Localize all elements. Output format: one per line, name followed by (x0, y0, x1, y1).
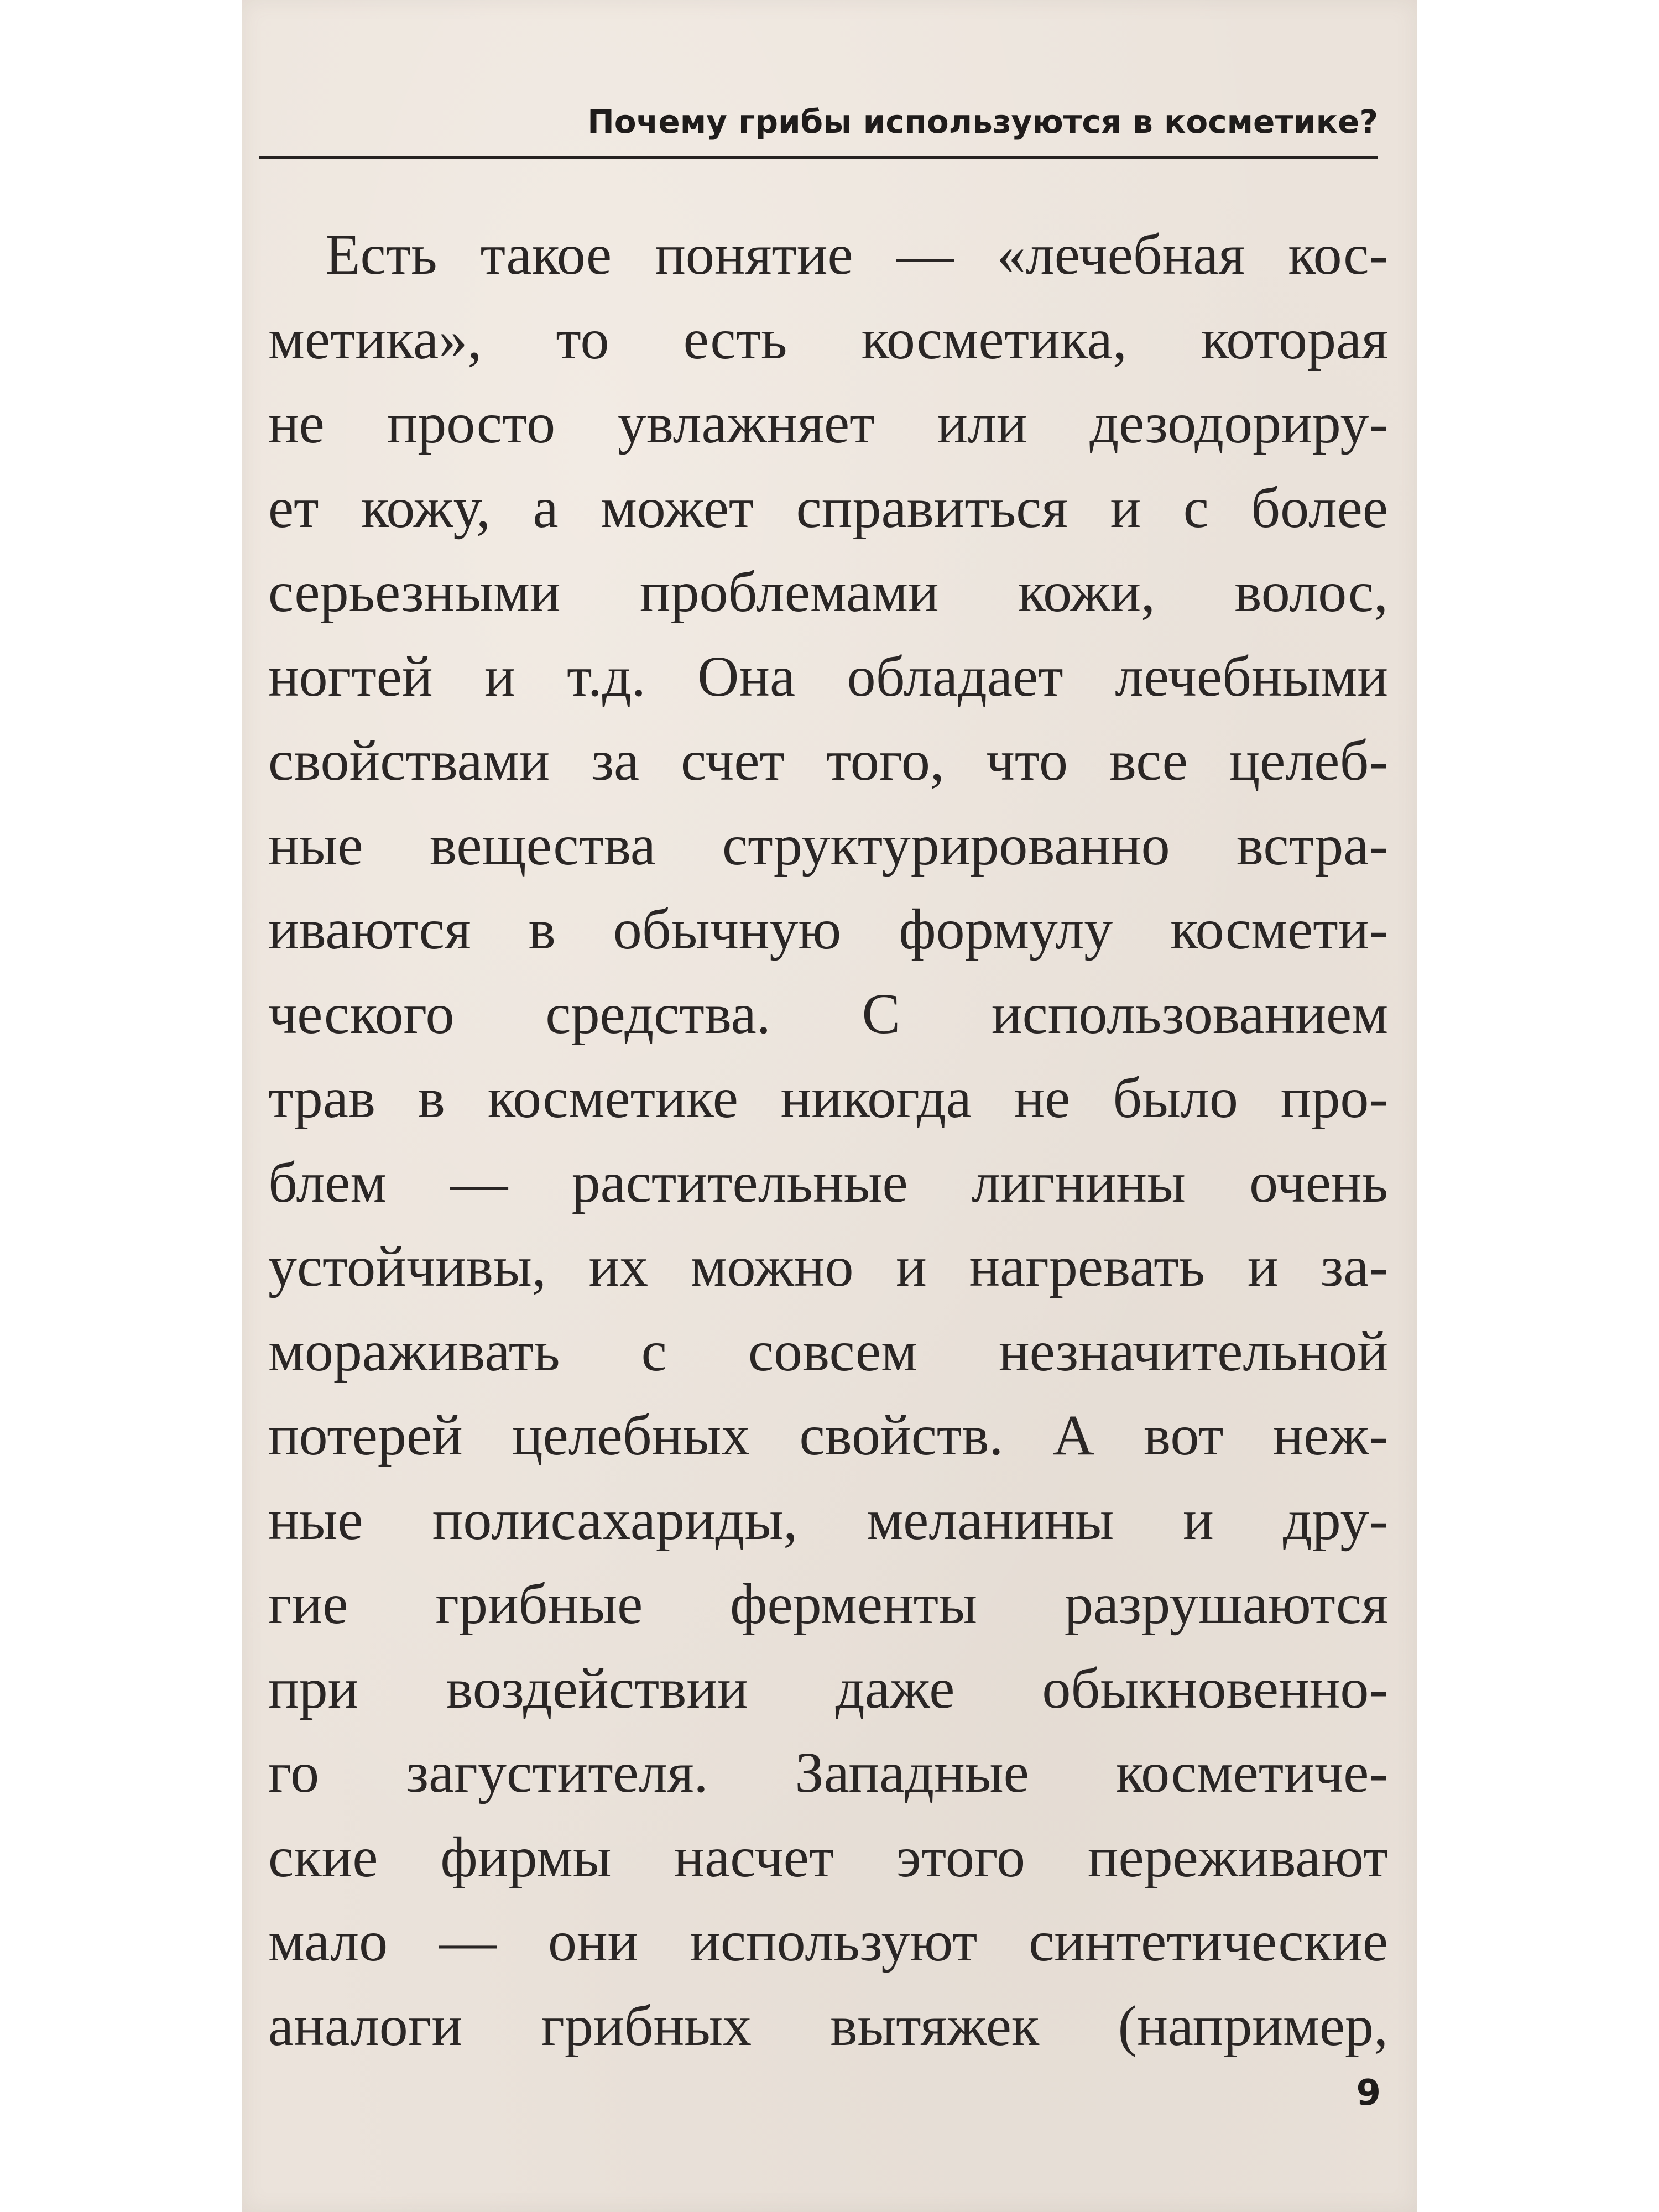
text-line: ные полисахариды, меланины и дру- (268, 1488, 1388, 1552)
text-line: блем — растительные лигнины очень (268, 1150, 1388, 1214)
text-line: потерей целебных свойств. А вот неж- (268, 1404, 1388, 1467)
body-paragraph (268, 213, 1388, 2068)
text-line: ские фирмы насчет этого переживают (268, 1825, 1388, 1889)
text-line: го загустителя. Западные косметиче- (268, 1741, 1388, 1804)
header-rule (259, 156, 1378, 159)
text-line: мало — они используют синтетические (268, 1910, 1388, 1973)
text-line: иваются в обычную формулу космети- (268, 898, 1388, 961)
text-line: при воздействии даже обыкновенно- (268, 1656, 1388, 1720)
text-line: ные вещества структурированно встра- (268, 813, 1388, 877)
text-line: трав в косметике никогда не было про- (268, 1066, 1388, 1130)
book-page (242, 0, 1417, 2212)
text-line: Есть такое понятие — «лечебная кос- (325, 223, 1388, 286)
text-line: мораживать с совсем незначительной (268, 1319, 1388, 1383)
text-line: гие грибные ферменты разрушаются (268, 1572, 1388, 1636)
text-line: аналоги грибных вытяжек (например, (268, 1994, 1388, 2058)
text-line: метика», то есть косметика, которая (268, 307, 1388, 371)
text-line: свойствами за счет того, что все целеб- (268, 729, 1388, 792)
text-line: ногтей и т.д. Она обладает лечебными (268, 644, 1388, 708)
text-line: ческого средства. С использованием (268, 982, 1388, 1046)
text-line: не просто увлажняет или дезодориру- (268, 392, 1388, 455)
text-line: ет кожу, а может справиться и с более (268, 476, 1388, 540)
running-title: Почему грибы используются в косметике? (587, 103, 1378, 140)
text-line: серьезными проблемами кожи, волос, (268, 560, 1388, 624)
page-number: 9 (1356, 2073, 1381, 2114)
text-line: устойчивы, их можно и нагревать и за- (268, 1235, 1388, 1298)
